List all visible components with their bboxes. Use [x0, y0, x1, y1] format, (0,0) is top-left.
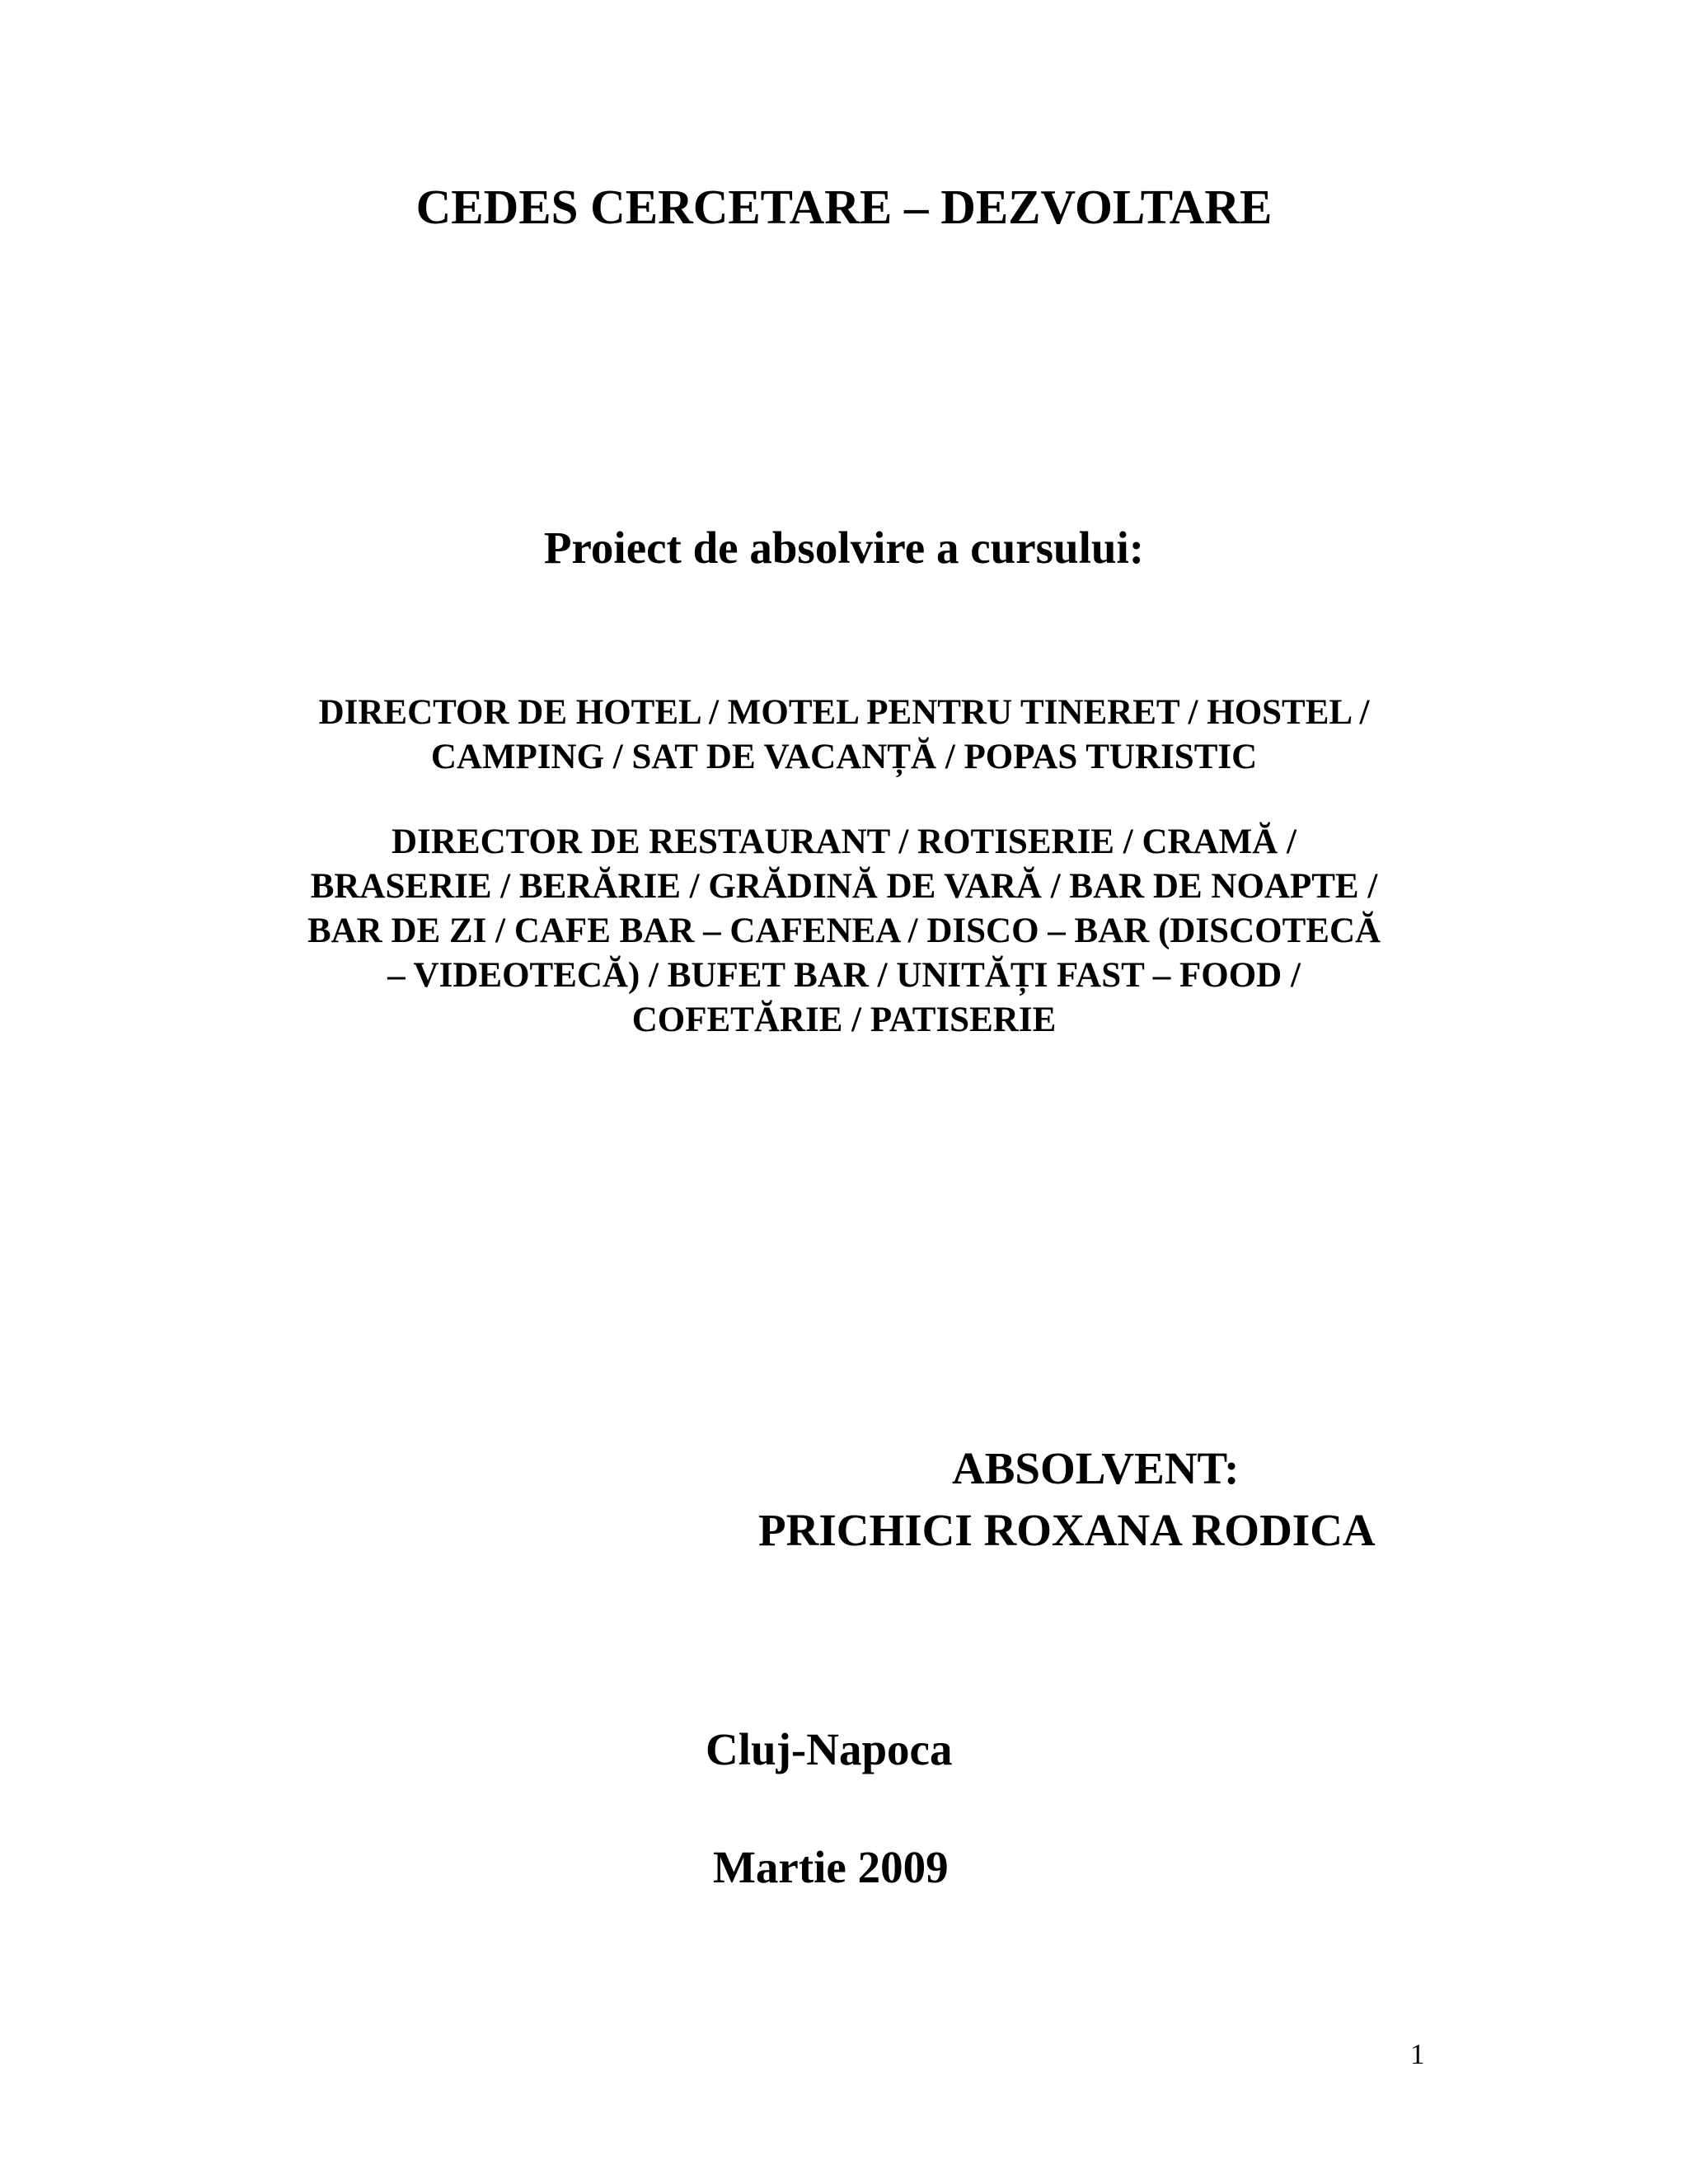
organization-title: CEDES CERCETARE – DEZVOLTARE	[415, 180, 1273, 234]
course-title-line: DIRECTOR DE RESTAURANT / ROTISERIE / CRAMĂ /	[392, 823, 1296, 861]
date: Martie 2009	[713, 1842, 949, 1892]
page-number: 1	[1410, 2038, 1425, 2070]
absolvent-label: ABSOLVENT:	[952, 1443, 1240, 1493]
city: Cluj-Napoca	[706, 1724, 953, 1774]
course-title-line: COFETĂRIE / PATISERIE	[631, 1001, 1057, 1039]
course-title-line: BAR DE ZI / CAFE BAR – CAFENEA / DISCO – BAR (DISCOTECĂ	[307, 912, 1381, 950]
course-title-hotel	[0, 691, 1688, 780]
absolvent-name: PRICHICI ROXANA RODICA	[758, 1505, 1376, 1555]
course-title-line: CAMPING / SAT DE VACANȚĂ / POPAS TURISTIC	[430, 738, 1258, 776]
course-title-line: BRASERIE / BERĂRIE / GRĂDINĂ DE VARĂ / BAR DE NOAPTE /	[310, 867, 1378, 906]
course-title-line: – VIDEOTECĂ) / BUFET BAR / UNITĂȚI FAST – FOOD /	[387, 956, 1301, 995]
project-heading: Proiect de absolvire a cursului:	[543, 523, 1145, 573]
course-title-line: DIRECTOR DE HOTEL / MOTEL PENTRU TINERET / HOSTEL /	[318, 693, 1370, 732]
course-title-restaurant	[0, 820, 1688, 1043]
